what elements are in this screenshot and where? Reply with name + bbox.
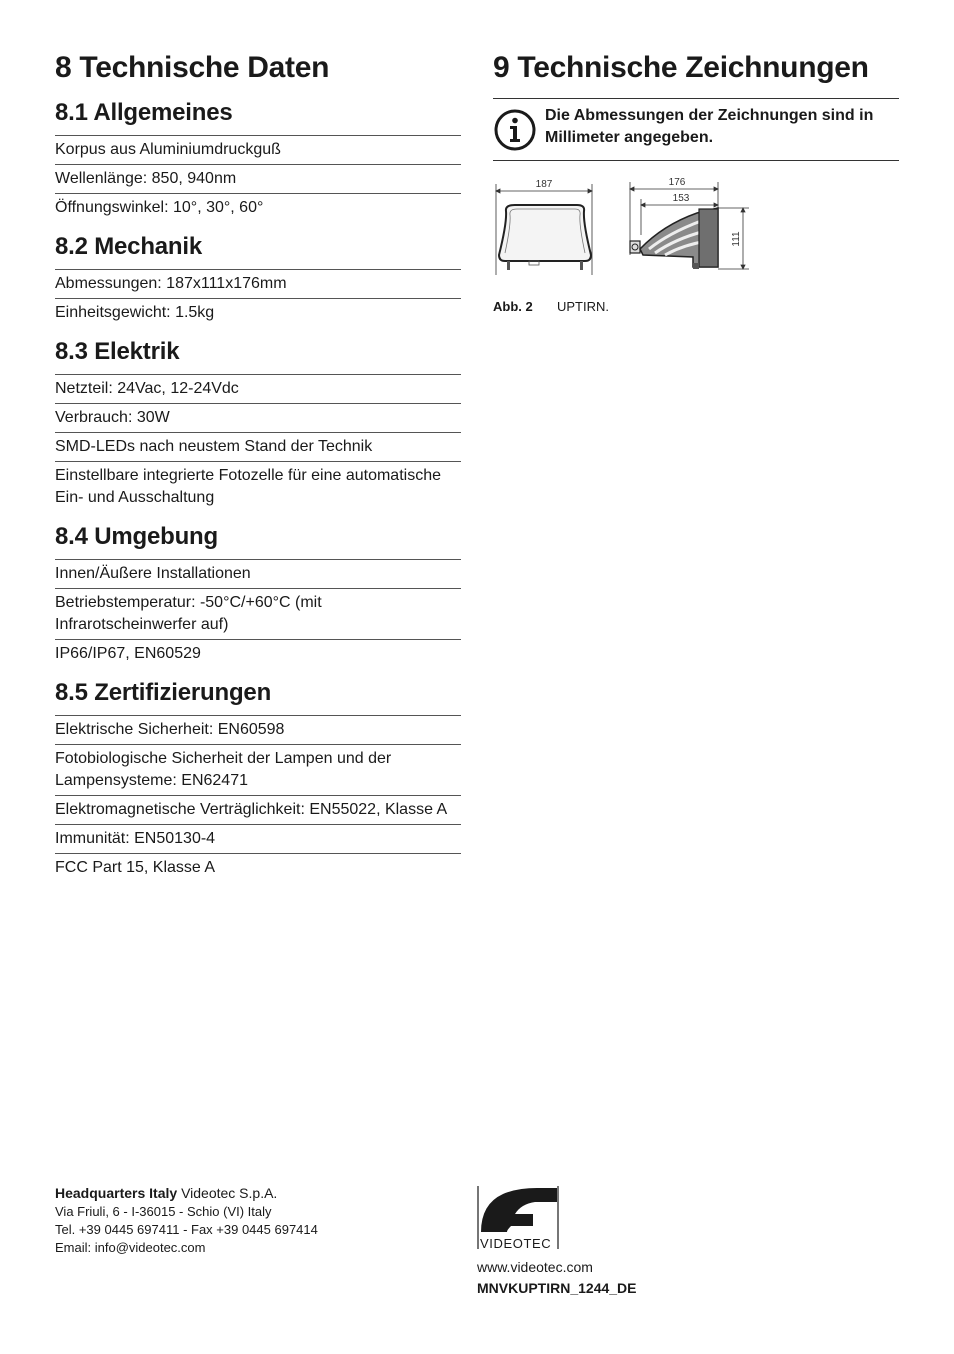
technical-drawings-column <box>493 48 899 314</box>
subsection-heading: 8.2 Mechanik <box>55 233 203 260</box>
section-environment <box>55 512 461 668</box>
subsection-heading: 8.4 Umgebung <box>55 523 218 550</box>
section-title-technical-data: 8 Technische Daten <box>55 51 330 84</box>
product-drawing <box>493 175 793 295</box>
brand-block <box>477 1186 737 1299</box>
subsection-heading: 8.3 Elektrik <box>55 338 180 365</box>
spec-row: FCC Part 15, Klasse A <box>55 853 461 882</box>
section-title-technical-drawings: 9 Technische Zeichnungen <box>493 51 869 84</box>
spec-row: Abmessungen: 187x111x176mm <box>55 269 461 298</box>
spec-row: Betriebstemperatur: -50°C/+60°C (mit Infrarotscheinwerfer auf) <box>55 588 461 639</box>
spec-row: Elektrische Sicherheit: EN60598 <box>55 715 461 744</box>
info-note-text: Die Abmessungen der Zeichnungen sind in Millimeter angegeben. <box>545 107 874 146</box>
side-height-label: 111 <box>731 231 742 247</box>
spec-row: Fotobiologische Sicherheit der Lampen und der Lampensysteme: EN62471 <box>55 744 461 795</box>
spec-row: Verbrauch: 30W <box>55 403 461 432</box>
side-view-icon <box>630 208 718 269</box>
dimension-drawings <box>493 175 899 295</box>
subsection-heading: 8.5 Zertifizierungen <box>55 679 272 706</box>
front-view-icon <box>499 205 591 270</box>
company-name: Videotec S.p.A. <box>181 1185 278 1201</box>
subsection-heading: 8.1 Allgemeines <box>55 99 233 126</box>
spec-row: Immunität: EN50130-4 <box>55 824 461 853</box>
videotec-logo <box>477 1186 561 1250</box>
website-url[interactable]: www.videotec.com <box>477 1259 593 1275</box>
phone-fax: Tel. +39 0445 697411 - Fax +39 0445 697414 <box>55 1222 318 1237</box>
spec-row: Einstellbare integrierte Fotozelle für eine automatische Ein- und Ausschaltung <box>55 461 461 512</box>
spec-row: IP66/IP67, EN60529 <box>55 639 461 668</box>
section-general <box>55 88 461 222</box>
street-address: Via Friuli, 6 - I-36015 - Schio (VI) Italy <box>55 1204 272 1219</box>
spec-row: Einheitsgewicht: 1.5kg <box>55 298 461 327</box>
spec-row: Korpus aus Aluminiumdruckguß <box>55 135 461 164</box>
email-address: Email: info@videotec.com <box>55 1240 206 1255</box>
info-note <box>493 98 899 161</box>
figure-caption <box>493 299 899 314</box>
spec-row: Netzteil: 24Vac, 12-24Vdc <box>55 374 461 403</box>
figure-caption-text: UPTIRN. <box>557 299 609 314</box>
figure-number: Abb. 2 <box>493 299 533 314</box>
headquarters-line <box>55 1183 415 1203</box>
company-address <box>55 1183 415 1257</box>
spec-row: Elektromagnetische Verträglichkeit: EN55022, Klasse A <box>55 795 461 824</box>
side-inner-label: 153 <box>672 193 690 204</box>
document-code: MNVKUPTIRN_1244_DE <box>477 1280 637 1296</box>
spec-row: SMD-LEDs nach neustem Stand der Technik <box>55 432 461 461</box>
logo-text: VIDEOTEC <box>480 1236 552 1250</box>
spec-row: Innen/Äußere Installationen <box>55 559 461 588</box>
section-electrical <box>55 327 461 512</box>
info-icon <box>493 108 537 152</box>
spec-row: Wellenlänge: 850, 940nm <box>55 164 461 193</box>
side-depth-label: 176 <box>668 177 686 188</box>
headquarters-label: Headquarters Italy <box>55 1185 178 1201</box>
section-mechanics <box>55 222 461 327</box>
technical-data-column <box>55 48 461 882</box>
spec-row: Öffnungswinkel: 10°, 30°, 60° <box>55 193 461 222</box>
front-width-label: 187 <box>535 179 553 190</box>
section-certifications <box>55 668 461 882</box>
